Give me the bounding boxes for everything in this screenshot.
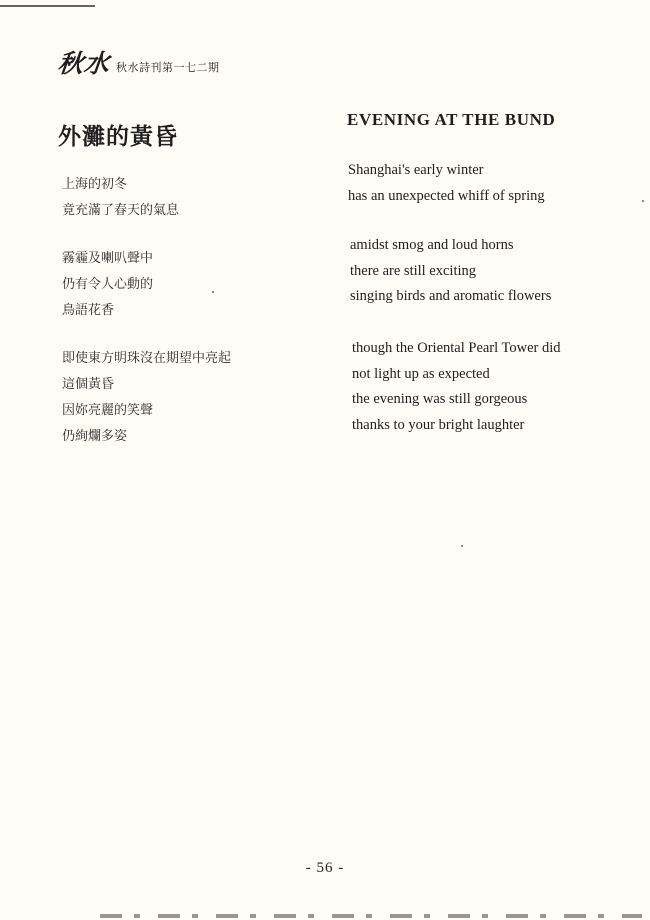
poem-line-en: has an unexpected whiff of spring (348, 187, 545, 204)
journal-issue-label: 秋水詩刊第一七二期 (116, 61, 220, 74)
poem-line-en: though the Oriental Pearl Tower did (352, 340, 561, 356)
journal-header (58, 44, 220, 80)
poem-line-zh: 即使東方明珠沒在期望中亮起 (62, 351, 232, 366)
poem-stanza-en (352, 336, 561, 438)
poem-line-zh: 上海的初冬 (62, 177, 128, 192)
poem-title-zh: 外灘的黃昏 (58, 123, 178, 150)
poem-line-en: amidst smog and loud horns (350, 237, 514, 253)
poem-line-zh: 這個黃昏 (62, 377, 115, 392)
poem-stanza-zh (62, 246, 153, 324)
poem-line-en: there are still exciting (350, 262, 477, 279)
poem-line-zh: 鳥語花香 (62, 303, 115, 318)
journal-logo: 秋水 (56, 49, 112, 78)
poem-line-en: singing birds and aromatic flowers (350, 288, 552, 304)
poem-line-zh: 仍有令人心動的 (62, 277, 154, 292)
scan-speck (212, 291, 214, 293)
poem-line-zh: 竟充滿了春天的氣息 (62, 203, 180, 218)
scan-speck (642, 200, 644, 202)
poem-title-en: EVENING AT THE BUND (347, 110, 556, 129)
poem-stanza-zh (62, 346, 231, 450)
poem-line-en: Shanghai's early winter (348, 162, 484, 178)
poem-stanza-en (348, 158, 545, 209)
scan-artifact-bottom (100, 914, 642, 918)
poem-stanza-zh (62, 172, 179, 224)
scan-speck (461, 545, 463, 547)
poem-stanza-en (350, 233, 551, 310)
poem-line-zh: 霧霾及喇叭聲中 (62, 251, 154, 266)
poem-line-zh: 因妳亮麗的笑聲 (62, 403, 154, 418)
poem-line-en: not light up as expected (352, 365, 490, 382)
poem-line-zh: 仍絢爛多姿 (62, 429, 128, 444)
scan-artifact-top (0, 0, 95, 7)
poem-line-en: the evening was still gorgeous (352, 391, 528, 407)
page-number: - 56 - (305, 860, 345, 876)
poem-line-en: thanks to your bright laughter (352, 416, 525, 433)
